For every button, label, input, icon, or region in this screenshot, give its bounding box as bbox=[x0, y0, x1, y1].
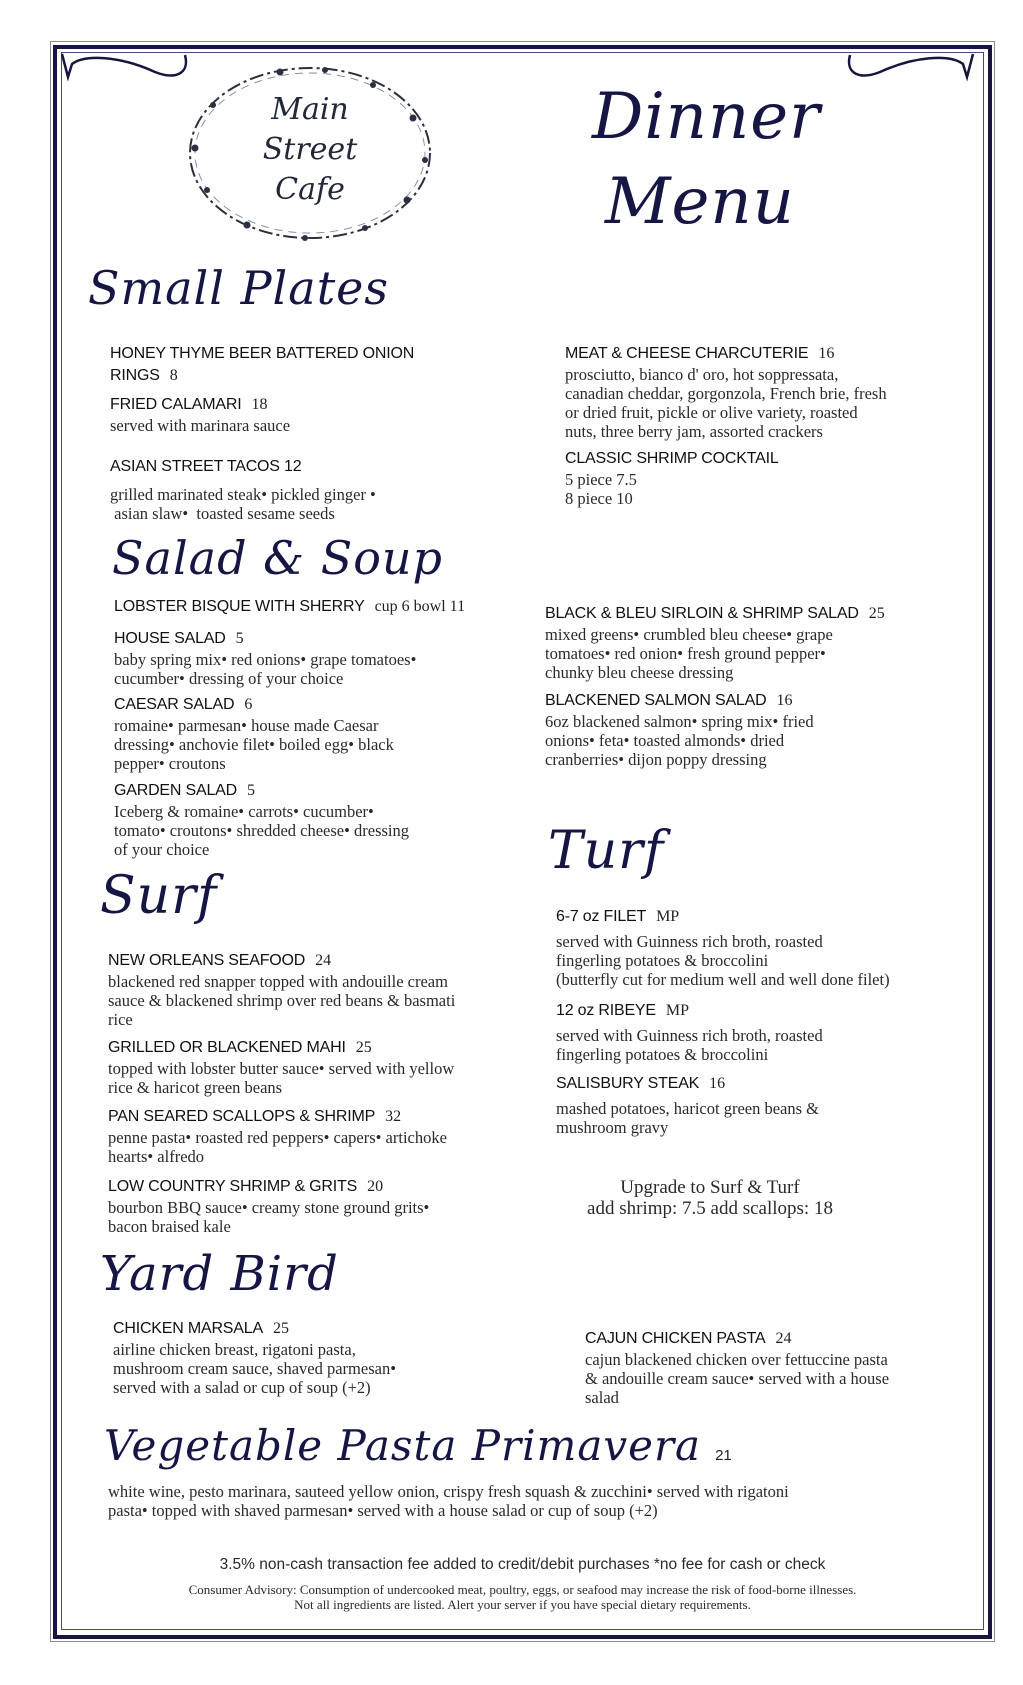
menu-item bbox=[556, 1002, 823, 1064]
item-price: 16 bbox=[709, 1075, 726, 1092]
item-description: hearts• alfredo bbox=[108, 1147, 205, 1166]
cafe-logo bbox=[185, 60, 435, 245]
item-name: PAN SEARED SCALLOPS & SHRIMP bbox=[108, 1108, 376, 1125]
item-price: 24 bbox=[775, 1330, 792, 1347]
item-description: tomato• croutons• shredded cheese• dressing bbox=[114, 821, 410, 840]
upgrade-line-1: Upgrade to Surf & Turf bbox=[620, 1177, 800, 1198]
item-name: LOW COUNTRY SHRIMP & GRITS bbox=[108, 1178, 358, 1195]
item-price: 16 bbox=[776, 692, 793, 709]
section-heading-small-plates: Small Plates bbox=[88, 261, 390, 315]
menu-item bbox=[114, 782, 409, 859]
item-description: Iceberg & romaine• carrots• cucumber• bbox=[114, 802, 374, 821]
menu-item bbox=[108, 952, 455, 1029]
upgrade-line-2: add shrimp: 7.5 add scallops: 18 bbox=[587, 1198, 833, 1219]
item-description: baby spring mix• red onions• grape tomatoes• bbox=[114, 650, 417, 669]
section-heading-primavera: Vegetable Pasta Primavera bbox=[104, 1421, 702, 1470]
menu-item bbox=[114, 598, 465, 616]
item-description: mushroom cream sauce, shaved parmesan• bbox=[113, 1359, 396, 1378]
item-price: MP bbox=[665, 1002, 689, 1019]
item-description: cajun blackened chicken over fettuccine pasta bbox=[585, 1350, 888, 1369]
item-description: served with a salad or cup of soup (+2) bbox=[113, 1378, 371, 1397]
item-name: 6-7 oz FILET bbox=[556, 908, 647, 925]
item-price: 32 bbox=[385, 1108, 402, 1125]
menu-item bbox=[108, 1178, 429, 1236]
item-name: MEAT & CHEESE CHARCUTERIE bbox=[565, 345, 809, 362]
item-description: airline chicken breast, rigatoni pasta, bbox=[113, 1340, 356, 1359]
item-description: topped with lobster butter sauce• served with yellow bbox=[108, 1059, 455, 1078]
primavera-heading-row bbox=[104, 1421, 732, 1470]
item-name: CLASSIC SHRIMP COCKTAIL bbox=[565, 450, 779, 467]
menu-item bbox=[110, 396, 290, 435]
item-price: MP bbox=[656, 908, 680, 925]
item-description: sauce & blackened shrimp over red beans & basmati bbox=[108, 991, 456, 1010]
surf-turf-upgrade-note bbox=[560, 1177, 860, 1219]
item-description: tomatoes• red onion• fresh ground pepper• bbox=[545, 644, 826, 663]
item-description: & andouille cream sauce• served with a house bbox=[585, 1369, 890, 1388]
section-heading-turf: Turf bbox=[548, 821, 665, 881]
item-description: 5 piece 7.5 bbox=[565, 470, 637, 489]
item-description: penne pasta• roasted red peppers• capers• artichoke bbox=[108, 1128, 447, 1147]
logo-line-cafe: Cafe bbox=[275, 172, 345, 207]
item-price: 18 bbox=[251, 396, 268, 413]
item-name: BLACKENED SALMON SALAD bbox=[545, 692, 767, 709]
menu-item bbox=[565, 345, 887, 441]
item-name: CAJUN CHICKEN PASTA bbox=[585, 1330, 766, 1347]
section-heading-surf: Surf bbox=[100, 866, 218, 926]
item-name: ASIAN STREET TACOS 12 bbox=[110, 458, 302, 475]
item-description: prosciutto, bianco d' oro, hot soppressata, bbox=[565, 365, 839, 384]
logo-line-street: Street bbox=[262, 132, 358, 167]
menu-item bbox=[545, 692, 814, 769]
menu-item bbox=[108, 1039, 454, 1097]
flourish-top-right-icon bbox=[835, 52, 975, 82]
item-name: SALISBURY STEAK bbox=[556, 1075, 700, 1092]
item-description: fingerling potatoes & broccolini bbox=[556, 1045, 769, 1064]
item-description: or dried fruit, pickle or olive variety, roasted bbox=[565, 403, 858, 422]
item-description: (butterfly cut for medium well and well done filet) bbox=[556, 970, 890, 989]
section-heading-yard-bird: Yard Bird bbox=[100, 1246, 339, 1302]
menu-item bbox=[545, 605, 885, 682]
item-description: rice & haricot green beans bbox=[108, 1078, 283, 1097]
menu-item bbox=[565, 450, 779, 508]
menu-item bbox=[108, 1480, 789, 1520]
item-description: onions• feta• toasted almonds• dried bbox=[545, 731, 785, 750]
item-description: cranberries• dijon poppy dressing bbox=[545, 750, 767, 769]
item-description: of your choice bbox=[114, 840, 210, 859]
item-price: cup 6 bowl 11 bbox=[374, 598, 466, 615]
item-price: 25 bbox=[272, 1320, 289, 1337]
item-description: salad bbox=[585, 1388, 619, 1407]
item-description: cucumber• dressing of your choice bbox=[114, 669, 344, 688]
item-name: 12 oz RIBEYE bbox=[556, 1002, 656, 1019]
menu-item bbox=[113, 1320, 396, 1397]
flourish-top-left-icon bbox=[60, 52, 200, 82]
menu-item bbox=[556, 1075, 819, 1137]
item-description: pasta• topped with shaved parmesan• served with a house salad or cup of soup (+2) bbox=[108, 1501, 658, 1520]
item-description: asian slaw• toasted sesame seeds bbox=[110, 504, 335, 523]
page-title-line2: Menu bbox=[605, 165, 795, 239]
item-price: 21 bbox=[715, 1447, 732, 1464]
item-price: 24 bbox=[315, 952, 332, 969]
item-description: served with Guinness rich broth, roasted bbox=[556, 932, 823, 951]
transaction-fee-note: 3.5% non-cash transaction fee added to credit/debit purchases *no fee for cash or check bbox=[219, 1556, 826, 1573]
menu-item bbox=[110, 458, 376, 523]
item-description: pepper• croutons bbox=[114, 754, 226, 773]
item-price: 25 bbox=[355, 1039, 372, 1056]
item-price: 5 bbox=[235, 630, 244, 647]
item-name: FRIED CALAMARI bbox=[110, 396, 242, 413]
item-price: 5 bbox=[246, 782, 255, 799]
item-name: RINGS bbox=[110, 367, 160, 384]
menu-item bbox=[114, 630, 416, 688]
item-description: 6oz blackened salmon• spring mix• fried bbox=[545, 712, 814, 731]
item-name: BLACK & BLEU SIRLOIN & SHRIMP SALAD bbox=[545, 605, 859, 622]
item-name: GARDEN SALAD bbox=[114, 782, 237, 799]
footer bbox=[61, 1556, 984, 1612]
item-description: romaine• parmesan• house made Caesar bbox=[114, 716, 379, 735]
item-description: 8 piece 10 bbox=[565, 489, 633, 508]
item-name: NEW ORLEANS SEAFOOD bbox=[108, 952, 306, 969]
item-description: rice bbox=[108, 1010, 133, 1029]
item-name: HONEY THYME BEER BATTERED ONION bbox=[110, 345, 415, 362]
menu-item bbox=[114, 696, 394, 773]
menu-item bbox=[556, 908, 890, 989]
item-name: CAESAR SALAD bbox=[114, 696, 235, 713]
item-name: LOBSTER BISQUE WITH SHERRY bbox=[114, 598, 365, 615]
logo-line-main: Main bbox=[271, 92, 349, 127]
item-description: bacon braised kale bbox=[108, 1217, 231, 1236]
section-heading-salad-soup: Salad & Soup bbox=[112, 531, 443, 585]
item-price: 25 bbox=[868, 605, 885, 622]
item-description: nuts, three berry jam, assorted crackers bbox=[565, 422, 823, 441]
consumer-advisory-line-1: Consumer Advisory: Consumption of undercooked meat, poultry, eggs, or seafood may increase the risk of food-borne illnesses. bbox=[188, 1582, 857, 1597]
consumer-advisory-line-2: Not all ingredients are listed. Alert your server if you have special dietary requirements. bbox=[294, 1597, 751, 1612]
menu-item bbox=[585, 1330, 889, 1407]
item-name: CHICKEN MARSALA bbox=[113, 1320, 263, 1337]
item-price: 6 bbox=[244, 696, 253, 713]
item-description: blackened red snapper topped with andouille cream bbox=[108, 972, 448, 991]
item-name: HOUSE SALAD bbox=[114, 630, 226, 647]
item-description: chunky bleu cheese dressing bbox=[545, 663, 734, 682]
item-price: 20 bbox=[367, 1178, 384, 1195]
item-description: grilled marinated steak• pickled ginger • bbox=[110, 485, 376, 504]
item-price: 16 bbox=[818, 345, 835, 362]
item-description: mushroom gravy bbox=[556, 1118, 669, 1137]
item-description: canadian cheddar, gorgonzola, French brie, fresh bbox=[565, 384, 887, 403]
item-description: served with marinara sauce bbox=[110, 416, 291, 435]
menu-item bbox=[108, 1108, 447, 1166]
item-description: fingerling potatoes & broccolini bbox=[556, 951, 769, 970]
item-description: bourbon BBQ sauce• creamy stone ground grits• bbox=[108, 1198, 430, 1217]
item-description: served with Guinness rich broth, roasted bbox=[556, 1026, 823, 1045]
item-description: white wine, pesto marinara, sauteed yellow onion, crispy fresh squash & zucchini• served with rigatoni bbox=[108, 1482, 789, 1501]
item-description: dressing• anchovie filet• boiled egg• black bbox=[114, 735, 394, 754]
item-name: GRILLED OR BLACKENED MAHI bbox=[108, 1039, 346, 1056]
menu-item bbox=[110, 345, 414, 385]
item-description: mashed potatoes, haricot green beans & bbox=[556, 1099, 819, 1118]
item-price: 8 bbox=[169, 367, 178, 384]
item-description: mixed greens• crumbled bleu cheese• grape bbox=[545, 625, 833, 644]
page-title-line1: Dinner bbox=[592, 80, 821, 154]
